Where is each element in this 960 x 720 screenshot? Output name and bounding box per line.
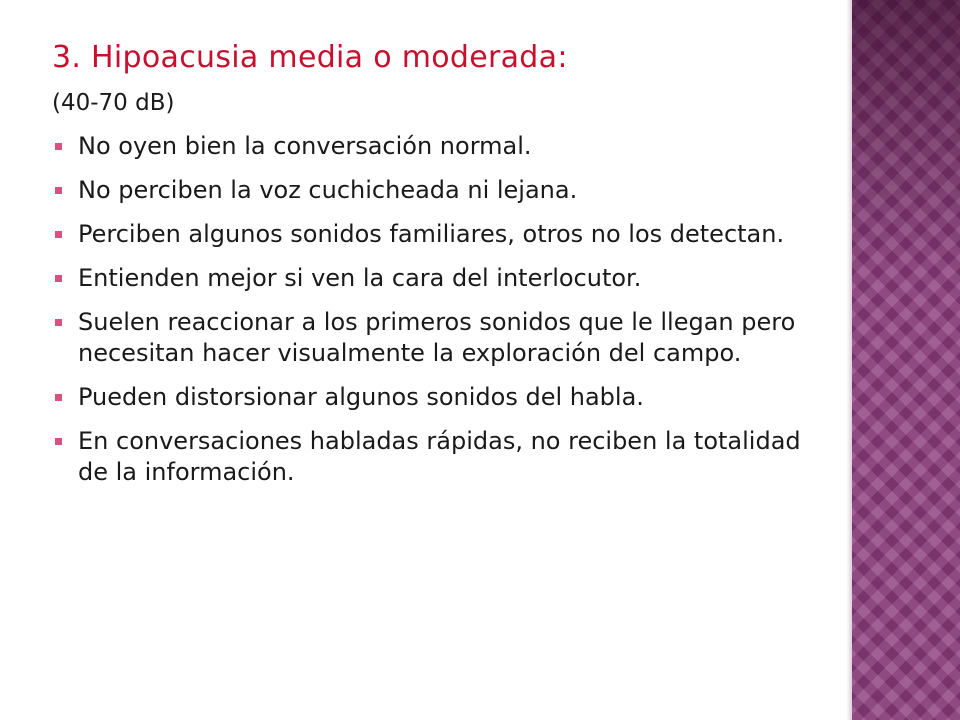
bullet-text: Suelen reaccionar a los primeros sonidos que le llegan pero necesitan hacer visualmente la exploración del campo. xyxy=(78,308,796,367)
bullet-text: No oyen bien la conversación normal. xyxy=(78,132,532,160)
slide-content xyxy=(52,38,812,501)
bullet-item xyxy=(52,382,812,413)
bullet-text: No perciben la voz cuchicheada ni lejana. xyxy=(78,176,578,204)
bullet-square-icon xyxy=(55,394,62,401)
bullet-square-icon xyxy=(55,319,62,326)
bullet-item xyxy=(52,307,812,369)
bullet-text: Perciben algunos sonidos familiares, otros no los detectan. xyxy=(78,220,785,248)
bullet-list xyxy=(52,131,812,488)
bullet-text: En conversaciones habladas rápidas, no reciben la totalidad de la información. xyxy=(78,427,801,486)
bullet-item xyxy=(52,131,812,162)
bullet-item xyxy=(52,426,812,488)
bullet-text: Pueden distorsionar algunos sonidos del habla. xyxy=(78,383,644,411)
bullet-item xyxy=(52,263,812,294)
bullet-square-icon xyxy=(55,143,62,150)
bullet-square-icon xyxy=(55,438,62,445)
slide-subtitle: (40-70 dB) xyxy=(52,90,175,116)
slide-title: 3. Hipoacusia media o moderada: xyxy=(52,40,568,75)
bullet-square-icon xyxy=(55,187,62,194)
bullet-square-icon xyxy=(55,275,62,282)
bullet-item xyxy=(52,219,812,250)
bullet-item xyxy=(52,175,812,206)
decorative-side-panel xyxy=(852,0,960,720)
bullet-text: Entienden mejor si ven la cara del interlocutor. xyxy=(78,264,642,292)
bullet-square-icon xyxy=(55,231,62,238)
